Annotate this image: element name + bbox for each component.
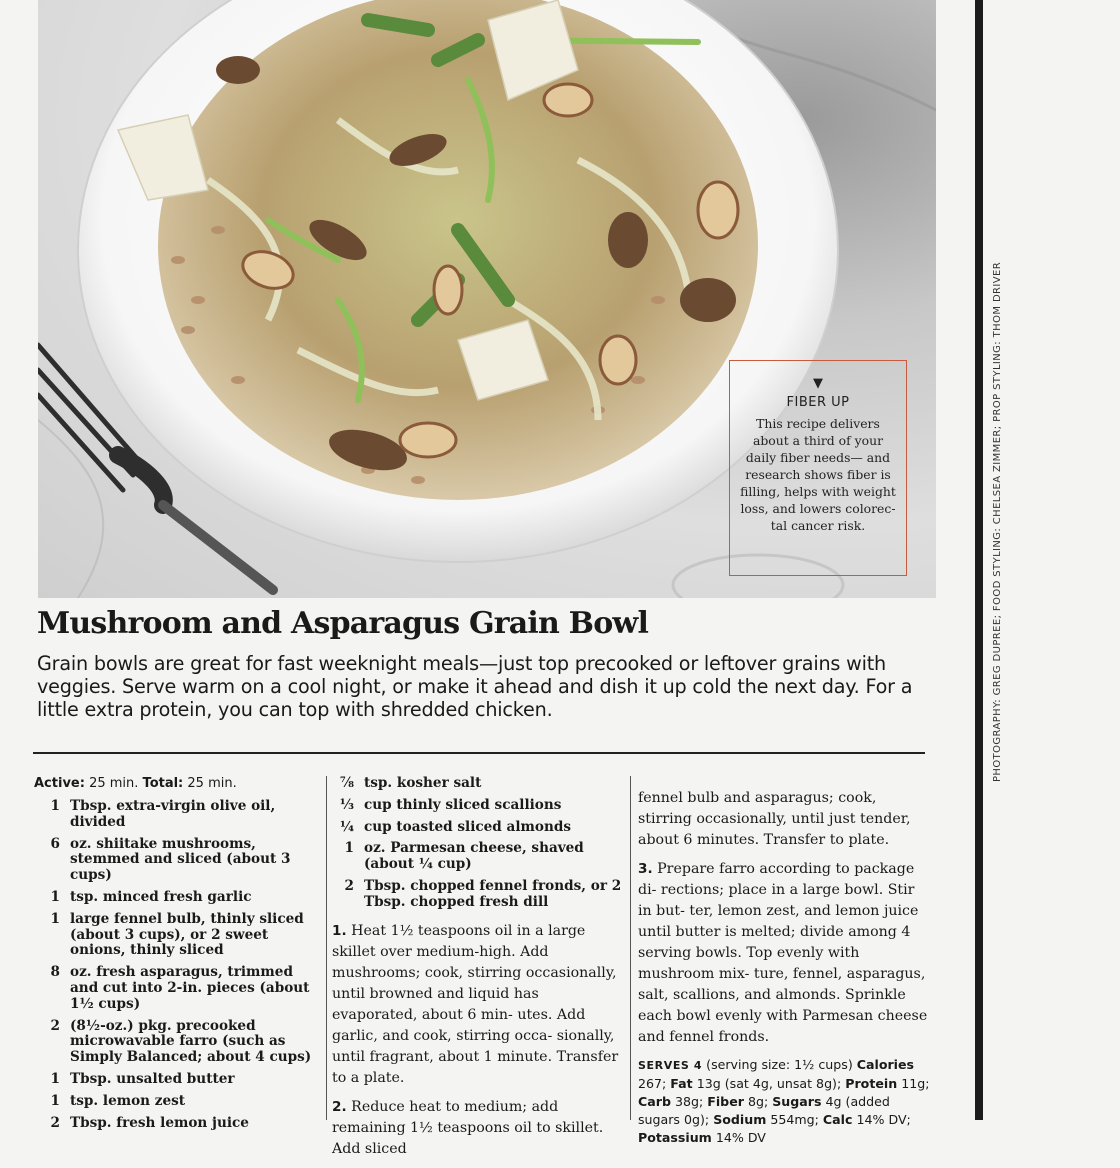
ingredient-item: 2 (8½-oz.) pkg. precooked microwavable farro (such as Simply Balanced; about 4 cups) bbox=[50, 1017, 312, 1066]
ingredient-item: ¼ cup toasted sliced almonds bbox=[339, 818, 571, 835]
ingredients-column-2 bbox=[332, 776, 622, 1168]
active-label: Active: bbox=[34, 776, 85, 791]
total-value: 25 min. bbox=[187, 776, 237, 791]
recipe-intro: Grain bowls are great for fast weeknight meals—just top precooked or leftover grains with veggies. Serve warm on a cool night, or make it ahead and dish it up cold the next day. For a little extra protein, you can top with shredded chicken. bbox=[37, 652, 913, 721]
ingredient-item: 2 Tbsp. chopped fennel fronds, or 2 Tbsp. chopped fresh dill bbox=[344, 877, 622, 910]
nutrition-info: SERVES 4 (serving size: 1½ cups) Calories 267; Fat 13g (sat 4g, unsat 8g); Protein 11g; Carb 38g; Fiber 8g; Sugars 4g (added sugars 0g); Sodium 554mg; Calc 14% DV; Potassium 14% DV bbox=[638, 1057, 930, 1145]
ingredient-item: 1 Tbsp. extra-virgin olive oil, divided bbox=[50, 798, 276, 830]
directions-column-3 bbox=[638, 776, 930, 1147]
ingredient-item: ⅞ tsp. kosher salt bbox=[339, 775, 482, 791]
column-divider bbox=[326, 776, 327, 1120]
active-value: 25 min. bbox=[89, 776, 139, 791]
photo-credit: PHOTOGRAPHY: GREG DUPREE; FOOD STYLING: CHELSEA ZIMMER; PROP STYLING: THOM DRIVER bbox=[992, 261, 1003, 782]
fiber-up-callout bbox=[729, 360, 907, 576]
step-3: 3. Prepare farro according to package di- rections; place in a large bowl. Stir in but- ter, lemon zest, and lemon juice until butter is melted; divide among 4 serving bowls. Top evenly with mushroom mix- ture, fennel, asparagus, salt, scallions, and almonds. Sprinkle each bowl evenly with Parmesan cheese and fennel fronds. bbox=[638, 861, 928, 1045]
ingredient-item: 1 large fennel bulb, thinly sliced (about 3 cups), or 2 sweet onions, thinly sliced bbox=[50, 910, 304, 959]
ingredient-item: ⅓ cup thinly sliced scallions bbox=[339, 796, 562, 813]
recipe-title: Mushroom and Asparagus Grain Bowl bbox=[37, 606, 649, 641]
callout-title: FIBER UP bbox=[786, 395, 850, 410]
column-divider bbox=[630, 776, 631, 1120]
total-label: Total: bbox=[142, 776, 184, 791]
page-edge-rule bbox=[975, 0, 983, 1120]
ingredient-item: 1 tsp. minced fresh garlic bbox=[50, 888, 252, 905]
section-divider bbox=[33, 752, 925, 754]
ingredient-item: 1 tsp. lemon zest bbox=[50, 1092, 186, 1109]
down-triangle-icon: ▼ bbox=[813, 376, 823, 391]
ingredient-item: 6 oz. shiitake mushrooms, stemmed and sliced (about 3 cups) bbox=[50, 835, 291, 884]
time-info bbox=[34, 776, 324, 791]
ingredient-item: 8 oz. fresh asparagus, trimmed and cut into 2-in. pieces (about 1½ cups) bbox=[50, 964, 310, 1012]
ingredient-item: 2 Tbsp. fresh lemon juice bbox=[50, 1114, 249, 1131]
ingredient-item: 1 Tbsp. unsalted butter bbox=[50, 1070, 235, 1087]
step-1: 1. Heat 1½ teaspoons oil in a large skillet over medium-high. Add mushrooms; cook, stirring occasionally, until browned and liquid has evaporated, about 6 min- utes. Add garlic, and cook, stirring occa- sionally, until fragrant, about 1 minute. Transfer to a plate. bbox=[332, 922, 619, 1086]
callout-body: This recipe delivers about a third of your daily fiber needs— and research shows fiber is filling, helps with weight loss, and lowers colorec- tal cancer risk. bbox=[740, 416, 896, 533]
step-2-continued: fennel bulb and asparagus; cook, stirring occasionally, until just tender, about 6 minutes. Transfer to plate. bbox=[638, 790, 911, 848]
ingredients-column-1 bbox=[34, 776, 324, 1137]
ingredient-item: 1 oz. Parmesan cheese, shaved (about ¼ cup) bbox=[344, 840, 584, 873]
step-2: 2. Reduce heat to medium; add remaining 1½ teaspoons oil to skillet. Add sliced bbox=[332, 1098, 604, 1157]
